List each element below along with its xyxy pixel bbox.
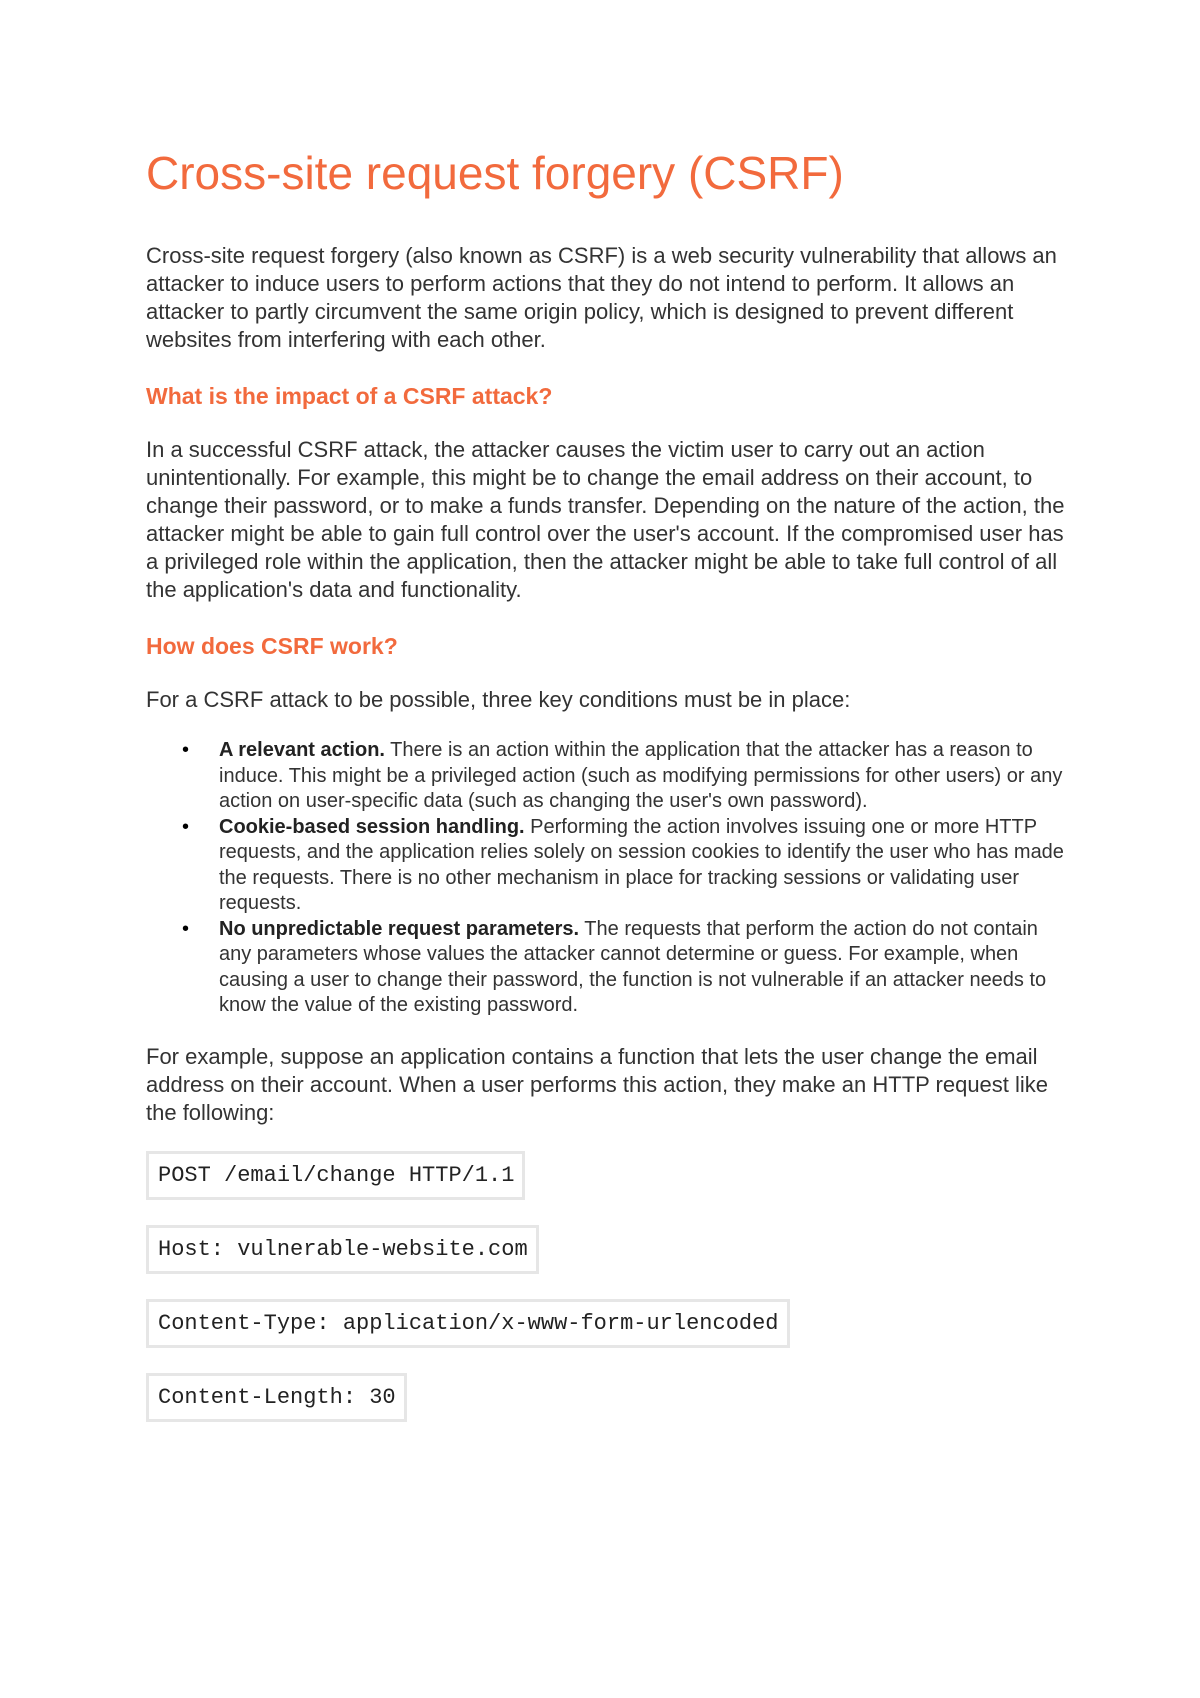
conditions-list: [146, 738, 1066, 1019]
condition-text: Performing the action involves issuing one or more HTTP requests, and the application relies solely on session cookies to identify the user who has made the requests. There is no other mechanism in place for tracking sessions or validating user requests.: [219, 815, 1064, 914]
code-line-row: [146, 1373, 1066, 1422]
how-heading: How does CSRF work?: [146, 633, 398, 659]
page-title: Cross-site request forgery (CSRF): [146, 147, 844, 199]
condition-title: Cookie-based session handling.: [219, 815, 525, 838]
bullet-icon: •: [182, 917, 190, 940]
example-paragraph: For example, suppose an application contains a function that lets the user change the email address on their account. When a user performs this action, they make an HTTP request like the following:: [146, 1043, 1049, 1125]
list-item: [146, 815, 1066, 917]
condition-title: A relevant action.: [219, 739, 385, 761]
list-item: [146, 917, 1066, 1019]
impact-paragraph: In a successful CSRF attack, the attacker causes the victim user to carry out an action unintentionally. For example, this might be to change the email address on their account, to change their password, or to make a funds transfer. Depending on the nature of the action, the attacker might be able to gain full control over the user's account. If the compromised user has a privileged role within the application, then the attacker might be able to take full control of all the application's data and functionality.: [146, 437, 1065, 602]
condition-title: No unpredictable request parameters.: [219, 917, 580, 940]
code-line-host: Host: vulnerable-website.com: [146, 1225, 539, 1274]
code-line-request: POST /email/change HTTP/1.1: [146, 1151, 525, 1200]
impact-heading: What is the impact of a CSRF attack?: [146, 383, 553, 409]
condition-text: The requests that perform the action do not contain any parameters whose values the attacker cannot determine or guess. For example, when causing a user to change their password, the function is not vulnerable if an attacker needs to know the value of the existing password.: [219, 917, 1047, 1016]
code-line-content-type: Content-Type: application/x-www-form-urlencoded: [146, 1299, 790, 1348]
list-item: [146, 738, 1066, 815]
bullet-icon: •: [182, 739, 190, 761]
code-line-row: [146, 1299, 1066, 1348]
how-paragraph: For a CSRF attack to be possible, three key conditions must be in place:: [146, 687, 851, 712]
bullet-icon: •: [182, 815, 190, 838]
document-page: [146, 140, 1066, 1422]
condition-text: There is an action within the application that the attacker has a reason to induce. This might be a privileged action (such as modifying permissions for other users) or any action on user-specific data (such as changing the user's own password).: [219, 739, 1063, 812]
code-line-row: [146, 1225, 1066, 1274]
intro-paragraph: Cross-site request forgery (also known as CSRF) is a web security vulnerability that allows an attacker to induce users to perform actions that they do not intend to perform. It allows an attacker to partly circumvent the same origin policy, which is designed to prevent different websites from interfering with each other.: [146, 243, 1057, 352]
code-line-content-length: Content-Length: 30: [146, 1373, 407, 1422]
code-line-row: [146, 1151, 1066, 1200]
